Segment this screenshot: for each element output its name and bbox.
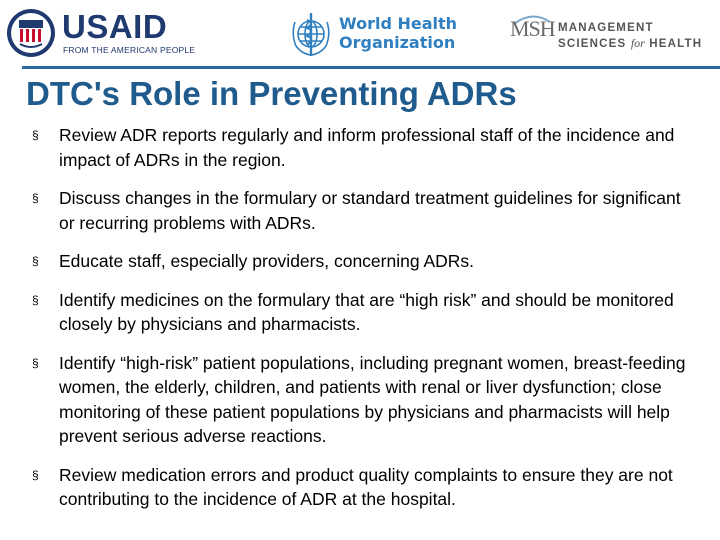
bullet-glyph: § [32,467,39,482]
bullet-text: Identify medicines on the formulary that are “high risk” and should be monitored closely by physicians and pharmacists. [59,289,674,334]
who-logo [287,10,462,58]
bullet-text: Identify “high-risk” patient populations, including pregnant women, breast-feeding women, the elderly, children, and patients with renal or liver dysfunction; close monitoring of these patient populations by physicians and pharmacists will help prevent serious adverse reactions. [59,352,686,446]
logo-bar [0,0,720,64]
msh-line2-for: for [630,36,645,50]
bullet-text: Educate staff, especially providers, concerning ADRs. [59,251,475,271]
who-line2: Organization [339,33,456,52]
msh-mark: MSH [510,16,555,41]
msh-line2b: HEALTH [649,38,703,50]
bullet-item [32,288,692,337]
bullet-item [32,123,692,172]
bullet-item [32,186,692,235]
bullet-item [32,249,692,274]
msh-line1: MANAGEMENT [558,22,654,34]
bullet-item [32,463,692,512]
usaid-seal-icon [6,8,56,58]
msh-wordmark [558,21,702,52]
msh-logo [510,12,710,56]
bullet-list [32,123,692,526]
bullet-item [32,351,692,449]
bullet-glyph: § [32,128,39,142]
bullet-text: Review ADR reports regularly and inform professional staff of the incidence and impact of ADRs in the region. [59,125,675,170]
usaid-logo [6,8,196,58]
bullet-glyph: § [32,254,39,268]
who-emblem-icon [287,10,335,58]
msh-line2a: SCIENCES [558,38,627,50]
title-rule [22,66,720,69]
bullet-glyph: § [32,292,39,307]
bullet-glyph: § [32,191,39,205]
who-line1: World Health [339,14,458,33]
usaid-tagline: FROM THE AMERICAN PEOPLE [63,45,196,55]
bullet-text: Review medication errors and product quality complaints to ensure they are not contributing to the incidence of ADR at the hospital. [59,464,673,509]
who-wordmark [339,14,457,52]
bullet-glyph: § [32,355,39,370]
usaid-wordmark: USAID [62,8,168,45]
slide-title: DTC's Role in Preventing ADRs [26,75,517,112]
bullet-text: Discuss changes in the formulary or standard treatment guidelines for significant or recurring problems with ADRs. [59,188,681,233]
